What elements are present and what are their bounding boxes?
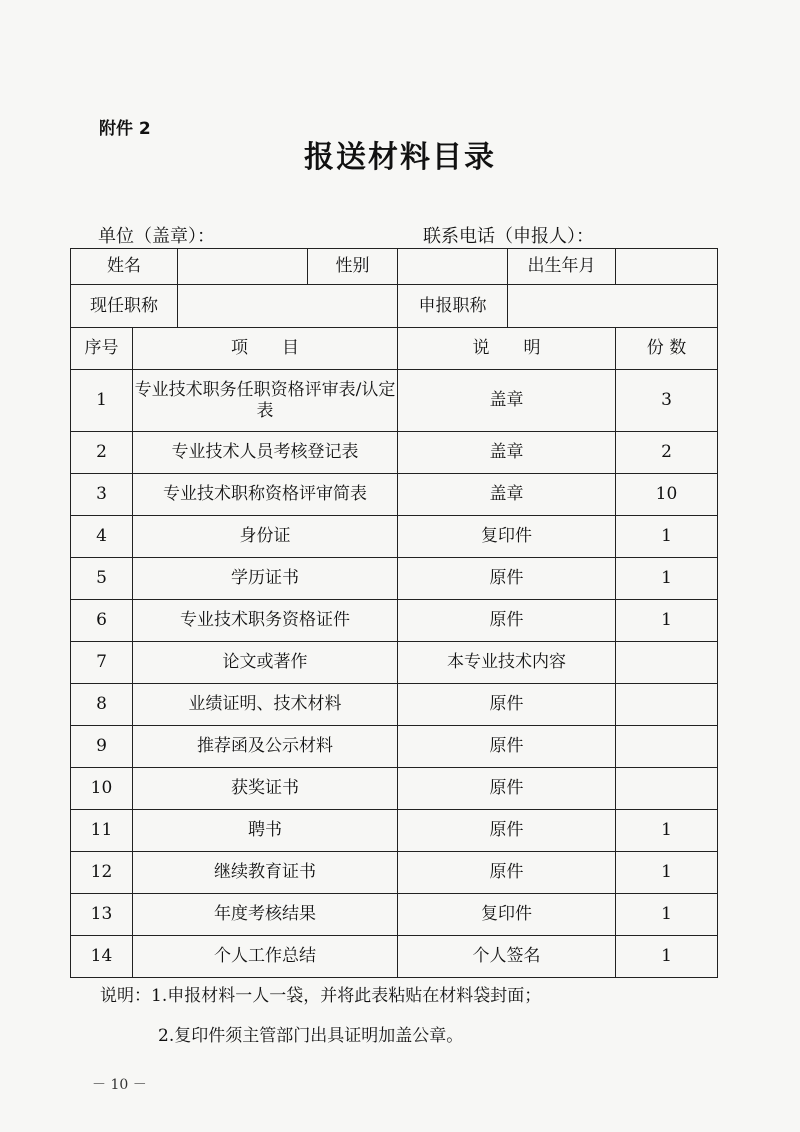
- row-count: 3: [616, 370, 718, 432]
- row-count: 1: [616, 894, 718, 936]
- row-note: 原件: [398, 600, 616, 642]
- row-item: 专业技术人员考核登记表: [133, 432, 398, 474]
- row-count: 1: [616, 558, 718, 600]
- row-note: 盖章: [398, 370, 616, 432]
- row-item: 论文或著作: [133, 642, 398, 684]
- table-row: [71, 370, 718, 432]
- attachment-label: 附件 2: [99, 119, 151, 139]
- col-header-item: 项 目: [133, 328, 398, 370]
- row-number: 3: [71, 474, 133, 516]
- row-item: 个人工作总结: [133, 936, 398, 978]
- row-number: 5: [71, 558, 133, 600]
- row-item: 学历证书: [133, 558, 398, 600]
- page-number: － 10 －: [92, 1077, 147, 1093]
- table-row: [71, 474, 718, 516]
- row-item: 聘书: [133, 810, 398, 852]
- row-note: 个人签名: [398, 936, 616, 978]
- materials-table: [70, 248, 718, 978]
- apply-title-value: [508, 285, 718, 328]
- table-row: [71, 936, 718, 978]
- row-number: 12: [71, 852, 133, 894]
- row-number: 14: [71, 936, 133, 978]
- gender-label: 性别: [308, 249, 398, 285]
- info-row-1: [71, 249, 718, 285]
- apply-title-label: 申报职称: [398, 285, 508, 328]
- row-number: 8: [71, 684, 133, 726]
- table-row: [71, 558, 718, 600]
- row-item: 专业技术职务任职资格评审表/认定表: [133, 370, 398, 432]
- row-count: [616, 684, 718, 726]
- row-note: 原件: [398, 558, 616, 600]
- row-item: 获奖证书: [133, 768, 398, 810]
- unit-label: 单位（盖章）：: [98, 226, 215, 247]
- table-row: [71, 432, 718, 474]
- row-count: [616, 768, 718, 810]
- row-number: 6: [71, 600, 133, 642]
- col-header-no: 序号: [71, 328, 133, 370]
- row-count: 1: [616, 810, 718, 852]
- phone-label: 联系电话（申报人）：: [423, 226, 594, 247]
- row-count: 1: [616, 600, 718, 642]
- row-item: 身份证: [133, 516, 398, 558]
- row-item: 继续教育证书: [133, 852, 398, 894]
- col-header-note: 说 明: [398, 328, 616, 370]
- row-number: 2: [71, 432, 133, 474]
- row-number: 7: [71, 642, 133, 684]
- row-note: 原件: [398, 768, 616, 810]
- row-number: 1: [71, 370, 133, 432]
- row-count: [616, 726, 718, 768]
- row-note: 复印件: [398, 516, 616, 558]
- note-line-2: 2.复印件须主管部门出具证明加盖公章。: [158, 1026, 464, 1046]
- row-note: 复印件: [398, 894, 616, 936]
- gender-value: [398, 249, 508, 285]
- material-rows: [71, 370, 718, 978]
- table-row: [71, 810, 718, 852]
- table-row: [71, 600, 718, 642]
- row-item: 推荐函及公示材料: [133, 726, 398, 768]
- row-note: 盖章: [398, 474, 616, 516]
- col-header-count: 份 数: [616, 328, 718, 370]
- page-title: 报送材料目录: [304, 140, 496, 175]
- table-row: [71, 516, 718, 558]
- row-note: 原件: [398, 852, 616, 894]
- column-header-row: [71, 328, 718, 370]
- row-count: 1: [616, 516, 718, 558]
- row-count: 10: [616, 474, 718, 516]
- note-line-1: 说明：1.申报材料一人一袋，并将此表粘贴在材料袋封面；: [100, 986, 542, 1006]
- row-number: 4: [71, 516, 133, 558]
- row-item: 专业技术职称资格评审简表: [133, 474, 398, 516]
- table-row: [71, 852, 718, 894]
- row-item: 业绩证明、技术材料: [133, 684, 398, 726]
- name-value: [178, 249, 308, 285]
- row-item: 年度考核结果: [133, 894, 398, 936]
- table-row: [71, 726, 718, 768]
- row-number: 9: [71, 726, 133, 768]
- row-note: 盖章: [398, 432, 616, 474]
- table-row: [71, 768, 718, 810]
- name-label: 姓名: [71, 249, 178, 285]
- info-row-2: [71, 285, 718, 328]
- table-row: [71, 642, 718, 684]
- row-number: 13: [71, 894, 133, 936]
- row-count: 1: [616, 936, 718, 978]
- birth-label: 出生年月: [508, 249, 616, 285]
- current-title-label: 现任职称: [71, 285, 178, 328]
- table-row: [71, 894, 718, 936]
- row-note: 本专业技术内容: [398, 642, 616, 684]
- birth-value: [616, 249, 718, 285]
- row-number: 11: [71, 810, 133, 852]
- row-note: 原件: [398, 684, 616, 726]
- row-number: 10: [71, 768, 133, 810]
- notes: [100, 976, 541, 1056]
- row-count: 1: [616, 852, 718, 894]
- row-count: [616, 642, 718, 684]
- table-row: [71, 684, 718, 726]
- row-item: 专业技术职务资格证件: [133, 600, 398, 642]
- row-note: 原件: [398, 726, 616, 768]
- row-note: 原件: [398, 810, 616, 852]
- current-title-value: [178, 285, 398, 328]
- row-count: 2: [616, 432, 718, 474]
